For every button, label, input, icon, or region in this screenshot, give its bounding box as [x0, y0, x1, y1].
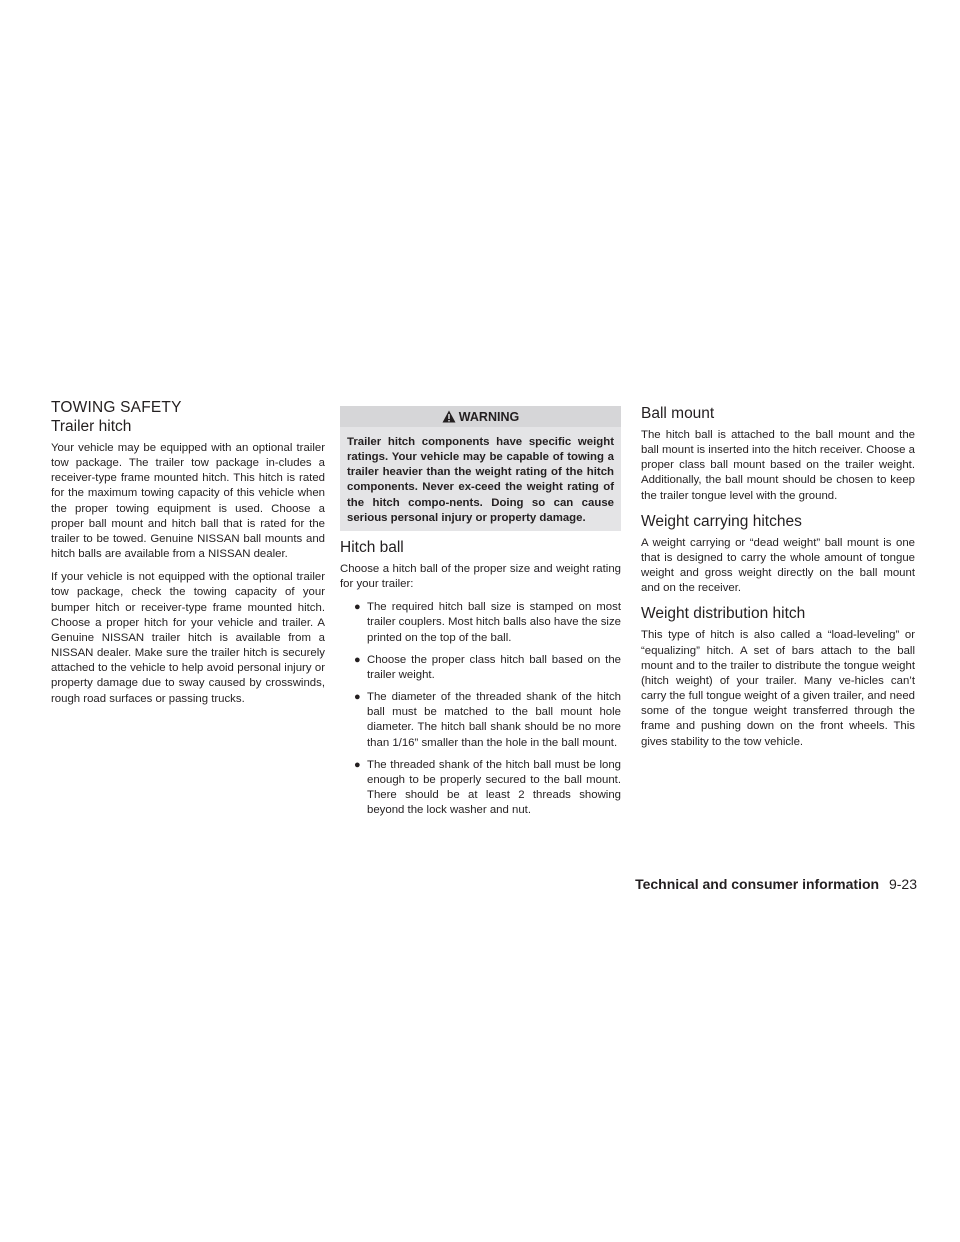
paragraph-trailer-hitch-1: Your vehicle may be equipped with an optional trailer tow package. The trailer tow package in-cludes a receiver-type frame mounted hitch. This hitch is rated for the maximum towing capacity of this vehicle when the proper towing equipment is used. Choose a proper ball mount and hitch ball that is rated for the trailer to be towed. Genuine NISSAN ball mounts and hitch balls are available from a NISSAN dealer.	[51, 442, 325, 561]
bullet-icon: ●	[354, 691, 361, 704]
heading-weight-carrying-hitches: Weight carrying hitches	[641, 512, 802, 530]
list-item: ● Choose the proper class hitch ball based on the trailer weight.	[354, 653, 621, 681]
page-number: 9-23	[888, 876, 917, 892]
heading-ball-mount: Ball mount	[641, 405, 715, 422]
heading-trailer-hitch: Trailer hitch	[51, 418, 132, 435]
list-item: ● The diameter of the threaded shank of the hitch ball must be matched to the ball mount hole diameter. The hitch ball shank should be no more than 1/16” smaller than the hole in the ball mount.	[354, 691, 621, 749]
warning-label: WARNING	[458, 409, 520, 424]
warning-box	[340, 406, 621, 531]
warning-header	[340, 406, 621, 427]
section-title: TOWING SAFETY	[51, 399, 182, 416]
chapter-title: Technical and consumer information	[635, 876, 880, 892]
column-right	[641, 404, 915, 758]
hitch-ball-bullet-list	[340, 600, 621, 818]
bullet-icon: ●	[354, 758, 361, 771]
heading-hitch-ball: Hitch ball	[340, 538, 404, 556]
page-footer	[635, 876, 917, 892]
warning-text: Trailer hitch components have specific weight ratings. Your vehicle may be capable of towing a trailer heavier than the weight rating of the hitch components. Never ex-ceed the weight rating of the hitch compo-nents. Doing so can cause serious personal injury or property damage.	[347, 436, 614, 524]
list-item: ● The required hitch ball size is stamped on most trailer couplers. Most hitch balls also have the size printed on the top of the ball.	[354, 601, 621, 644]
column-left	[51, 398, 325, 715]
heading-weight-distribution-hitch: Weight distribution hitch	[641, 605, 806, 623]
bullet-icon: ●	[354, 653, 361, 666]
list-item: ● The threaded shank of the hitch ball must be long enough to be properly secured to the ball mount. There should be at least 2 threads showing beyond the lock washer and nut.	[354, 758, 621, 817]
paragraph-weight-carrying: A weight carrying or “dead weight” ball mount is one that is designed to carry the whole amount of tongue weight and gross weight directly on the ball mount and on the receiver.	[641, 536, 915, 595]
bullet-icon: ●	[354, 601, 361, 614]
paragraph-weight-distribution: This type of hitch is also called a “load-leveling” or “equalizing” hitch. A set of bars attach to the ball mount and to the trailer to distribute the tongue weight (hitch weight) of your trailer. Many ve-hicles can’t carry the full tongue weight of a given trailer, and need some of the tongue weight transferred through the frame and pushing down on the front wheels. This gives stability to the tow vehicle.	[641, 629, 915, 748]
warning-triangle-icon	[442, 410, 456, 423]
paragraph-hitch-ball-intro: Choose a hitch ball of the proper size and weight rating for your trailer:	[340, 562, 621, 591]
paragraph-trailer-hitch-2: If your vehicle is not equipped with the optional trailer tow package, check the towing capacity of your bumper hitch or receiver-type frame mounted hitch. Choose a proper hitch for your vehicle and trailer. A Genuine NISSAN trailer hitch is available from a NISSAN dealer. Make sure the trailer hitch is securely attached to the vehicle to help avoid personal injury or property damage due to sway caused by crosswinds, rough road surfaces or passing trucks.	[51, 571, 325, 705]
paragraph-ball-mount: The hitch ball is attached to the ball mount and the ball mount is inserted into the hitch receiver. Choose a proper class ball mount based on the trailer weight. Additionally, the ball mount should be chosen to keep the trailer tongue level with the ground.	[641, 429, 915, 502]
column-middle	[340, 398, 621, 825]
